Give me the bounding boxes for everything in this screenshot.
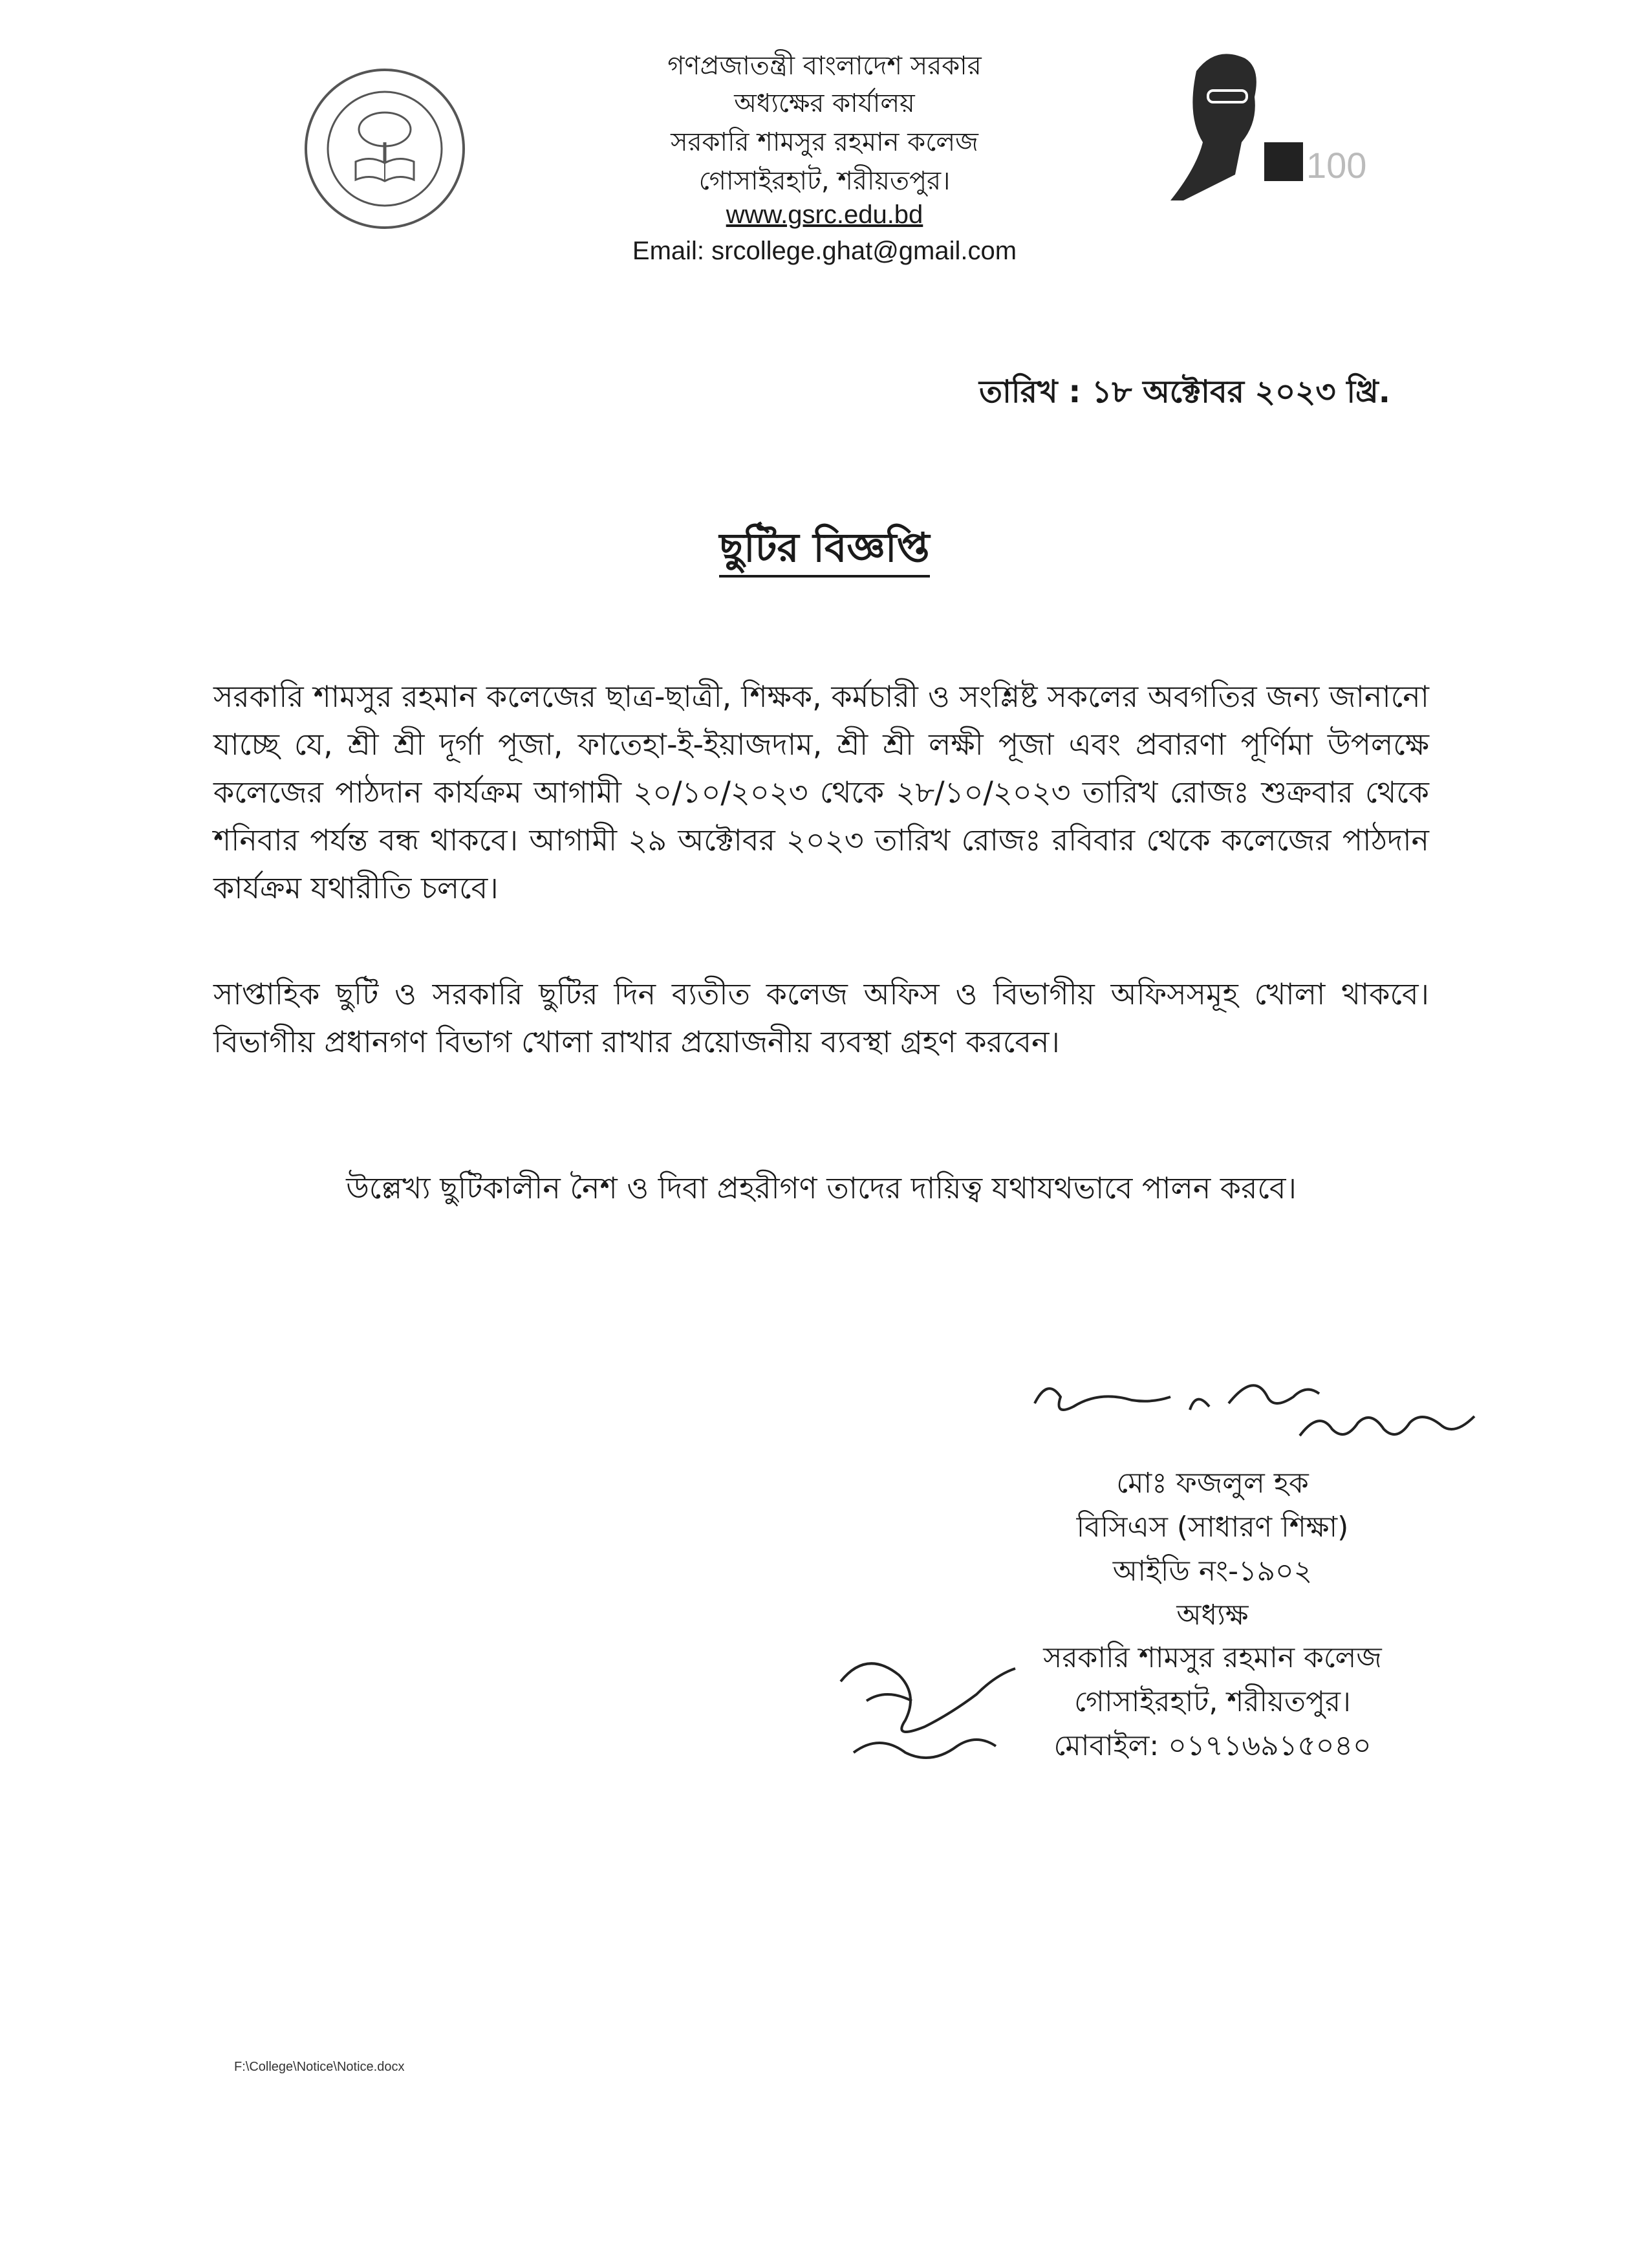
notice-paragraph-1: সরকারি শামসুর রহমান কলেজের ছাত্র-ছাত্রী, শিক্ষক, কর্মচারী ও সংশ্লিষ্ট সকলের অবগতির জন্য জানানো যাচ্ছে যে, শ্রী শ্রী দূর্গা পূজা, ফাতেহা-ই-ইয়াজদাম, শ্রী শ্রী লক্ষী পূজা এবং প্রবারণা পূর্ণিমা উপলক্ষে কলেজের পাঠদান কার্যক্রম আগামী ২০/১০/২০২৩ থেকে ২৮/১০/২০২৩ তারিখ রোজঃ শুক্রবার থেকে শনিবার পর্যন্ত বন্ধ থাকবে। আগামী ২৯ অক্টোবর ২০২৩ তারিখ রোজঃ রবিবার থেকে কলেজের পাঠদান কার্যক্রম যথারীতি চলবে। — [213, 679, 1429, 905]
svg-text:100: 100 — [1306, 145, 1367, 186]
file-path: F:\College\Notice\Notice.docx — [234, 2060, 405, 2074]
email-text: Email: srcollege.ghat@gmail.com — [632, 237, 1017, 265]
website-link[interactable]: www.gsrc.edu.bd — [726, 200, 923, 229]
notice-paragraph-3: উল্লেখ্য ছুটিকালীন নৈশ ও দিবা প্রহরীগণ তাদের দায়িত্ব যথাযথভাবে পালন করবে। — [346, 1171, 1297, 1205]
govt-name: গণপ্রজাতন্ত্রী বাংলাদেশ সরকার — [667, 51, 982, 81]
notice-paragraph-2: সাপ্তাহিক ছুটি ও সরকারি ছুটির দিন ব্যতীত কলেজ অফিস ও বিভাগীয় অফিসসমূহ খোলা থাকবে। বিভাগীয় প্রধানগণ বিভাগ খোলা রাখার প্রয়োজনীয় ব্যবস্থা গ্রহণ করবেন। — [213, 977, 1429, 1059]
college-name: সরকারি শামসুর রহমান কলেজ — [671, 127, 978, 157]
signatory-college: সরকারি শামসুর রহমান কলেজ — [1043, 1641, 1382, 1674]
signatory-mobile: মোবাইল: ০১৭১৬৯১৫০৪০ — [1053, 1729, 1372, 1762]
signatory-name: মোঃ ফজলুল হক — [1116, 1467, 1309, 1500]
college-address: গোসাইরহাট, শরীয়তপুর। — [698, 166, 951, 196]
signatory-cadre: বিসিএস (সাধারণ শিক্ষা) — [1076, 1511, 1349, 1544]
signature-block-top — [970, 1462, 1455, 1637]
website-link-wrap — [0, 200, 1649, 230]
office-name: অধ্যক্ষের কার্যালয় — [734, 89, 915, 118]
signatory-address: গোসাইরহাট, শরীয়তপুর। — [1074, 1685, 1351, 1718]
notice-title-text: ছুটির বিজ্ঞপ্তি — [719, 524, 929, 578]
signatory-id: আইডি নং-১৯০২ — [1112, 1555, 1313, 1588]
letterhead — [0, 39, 1649, 297]
notice-title — [0, 517, 1649, 584]
notice-date: তারিখ : ১৮ অক্টোবর ২০২৩ খ্রি. — [978, 374, 1390, 410]
signature-block-bottom — [970, 1636, 1455, 1768]
signatory-designation: অধ্যক্ষ — [1176, 1599, 1249, 1632]
